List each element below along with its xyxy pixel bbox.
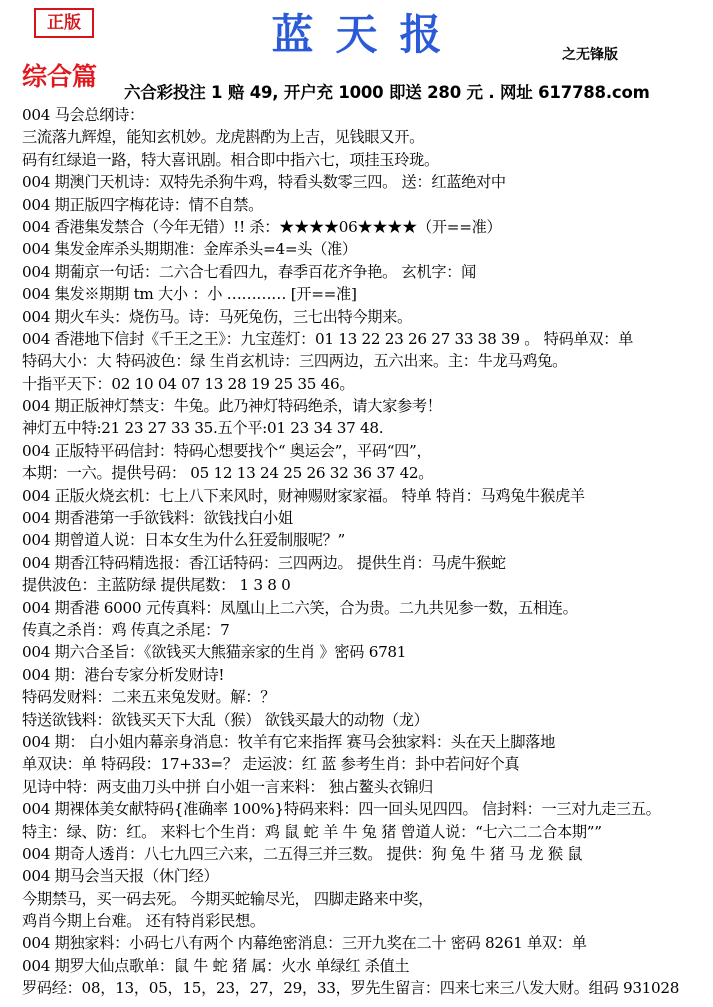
text-line: 特主：绿、防：红。 来料七个生肖：鸡 鼠 蛇 羊 牛 兔 猪 曾道人说：“七六二二合本期”” (22, 822, 602, 841)
text-line: 004 期奇人透肖：八七九四三六来，二五得三并三数。 提供：狗 兔 牛 猪 马 龙 猴 鼠 (22, 844, 583, 863)
text-line: 特码发财料：二来五来兔发财。解：？ (22, 688, 276, 707)
text-line: 罗码经：08，13，05，15，23，27，29，33，罗先生留言：四来七来三八发大财。组码 931028 (22, 979, 680, 998)
text-line: 十指平天下：02 10 04 07 13 28 19 25 35 46。 (22, 374, 355, 393)
text-line: 004 马会总纲诗： (22, 106, 144, 124)
text-line: 004 期正版神灯禁支：牛兔。此乃神灯特码绝杀，请大家参考！ (22, 397, 442, 416)
text-line: 004 期： 白小姐内幕亲身消息：牧羊有它来指挥 赛马会独家料：头在天上脚落地 (22, 732, 555, 751)
text-line: 004 期火车头：烧伤马。诗：马死兔伤，三七出特今期来。 (22, 307, 412, 326)
text-line: 004 正版火烧玄机：七上八下来风时，财神赐财家家福。 特单 特肖：马鸡兔牛猴虎羊 (22, 486, 585, 505)
text-line: 004 香港集发禁合（今年无错）!! 杀：★★★★06★★★★（开==准） (22, 217, 502, 236)
text-line: 004 期罗大仙点歌单：鼠 牛 蛇 猪 属：火水 单绿红 杀值土 (22, 956, 410, 975)
text-line: 004 期正版四字梅花诗：情不自禁。 (22, 195, 264, 214)
text-line: 单双诀：单 特码段：17+33=？ 走运波：红 蓝 参考生肖：卦中若问好个真 (22, 755, 520, 774)
text-line: 004 期裸体美女献特码{准确率 100%}特码来料：四一回头见四四。 信封料：一三对九走三五。 (22, 800, 661, 819)
text-line: 004 集发金库杀头期期准：金库杀头=4=头（准） (22, 240, 357, 259)
edition-label: 之无锋版 (562, 47, 618, 63)
text-line: 004 期六合圣旨：《欲钱买大熊猫亲家的生肖 》密码 6781 (22, 643, 407, 662)
text-line: 传真之杀肖：鸡 传真之杀尾：7 (22, 620, 230, 639)
text-line: 鸡肖今期上台难。 还有特肖彩民想。 (22, 912, 265, 931)
text-line: 004 香港地下信封《千王之王》：九宝莲灯：01 13 22 23 26 27 33 38 39 。 特码单双：单 (22, 329, 634, 348)
promo-banner: 六合彩投注 1 赔 49, 开户充 1000 即送 280 元 . 网址 617788.com (124, 83, 650, 102)
text-line: 004 集发※期期 tm 大小 ：小 ………… [开==准] (22, 285, 357, 304)
text-line: 码有红绿追一路，特大喜讯剧。相合即中指六七，项挂玉玲珑。 (22, 150, 439, 169)
text-line: 004 期：港台专家分析发财诗! (22, 665, 225, 684)
text-line: 004 期香港第一手欲钱料：欲钱找白小姐 (22, 509, 293, 528)
text-line: 004 期葡京一句话：二六合七看四九，春季百花齐争艳。 玄机字：闻 (22, 262, 476, 281)
section-label: 综合篇 (22, 62, 98, 91)
text-line: 今期禁马，买一码去死。 今期买蛇输尽光， 四脚走路来中奖， (22, 889, 434, 908)
text-line: 见诗中特：两支曲刀头中拼 白小姐一言来料： 独占鳌头衣锦归 (22, 777, 434, 796)
text-line: 004 期香港 6000 元传真料：凤凰山上二六笑，合为贵。二九共见参一数，五相连。 (22, 598, 578, 617)
text-line: 特送欲钱料：欲钱买天下大乱（猴） 欲钱买最大的动物（龙） (22, 710, 429, 729)
text-line: 神灯五中特:21 23 27 33 35.五个平:01 23 34 37 48. (22, 419, 384, 438)
text-line: 本期：一六。提供号码： 05 12 13 24 25 26 32 36 37 42。 (22, 464, 434, 483)
edition-stamp: 正版 (34, 8, 94, 38)
page-title: 蓝天报 (271, 10, 464, 59)
text-line: 特码大小：大 特码波色：绿 生肖玄机诗：三四两边，五六出来。主：牛龙马鸡兔。 (22, 352, 568, 371)
text-line: 004 正版特平码信封：特码心想要找个“ 奥运会”，平码“四”， (22, 441, 432, 460)
text-line: 004 期澳门天机诗：双特先杀狗牛鸡，特看头数零三四。 送：红蓝绝对中 (22, 173, 506, 192)
text-line: 004 期香江特码精选报：香江话特码：三四两边。 提供生肖：马虎牛猴蛇 (22, 553, 506, 572)
text-line: 004 期曾道人说：日本女生为什么狂爱制服呢？” (22, 531, 345, 550)
text-line: 三流落九辉煌，能知玄机妙。龙虎斟酌为上吉，见钱眼又开。 (22, 128, 424, 147)
text-line: 提供波色：主蓝防绿 提供尾数： 1 3 8 0 (22, 576, 291, 595)
text-line: 004 期独家料：小码七八有两个 内幕绝密消息：三开九奖在二十 密码 8261 单双：单 (22, 934, 587, 953)
text-line: 004 期马会当天报（休门经） (22, 867, 219, 886)
content-body (22, 104, 706, 1000)
